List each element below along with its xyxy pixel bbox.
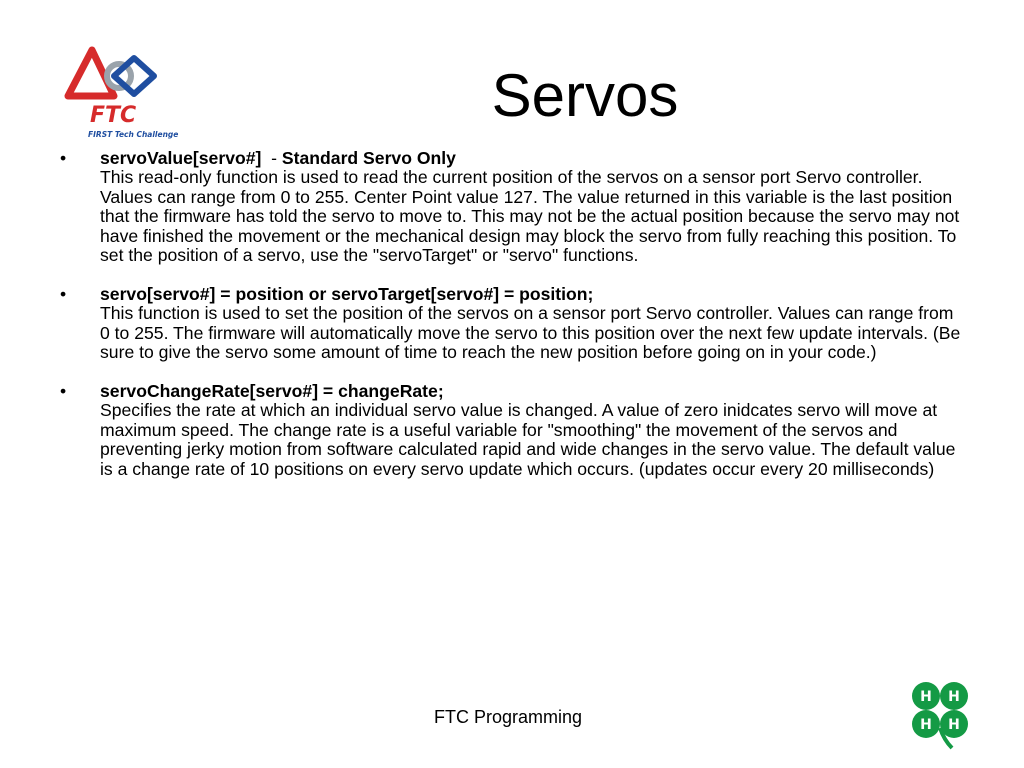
clover-leaf-letter: H xyxy=(920,717,932,733)
footer-text: FTC Programming xyxy=(433,707,583,727)
ftc-logo-tagline: FIRST Tech Challenge xyxy=(88,130,179,139)
list-item xyxy=(56,285,961,363)
clover-leaf-letter: H xyxy=(948,689,960,705)
bullet-icon: • xyxy=(60,148,67,168)
bullet-heading: servo[servo#] = position or servoTarget[servo#] = position; xyxy=(100,283,594,304)
bullet-body: This function is used to set the position of the servos on a sensor port Servo controller. Values can range from 0 to 255. The firmware will automatically move the servo to this position over the next few update intervals. (Be sure to give the servo some amount of time to reach the new position before going on in your code.) xyxy=(100,303,961,363)
bullet-list xyxy=(56,149,961,499)
slide-title: Servos xyxy=(491,62,679,129)
bullet-icon: • xyxy=(60,381,67,402)
clover-leaf-letter: H xyxy=(948,717,960,733)
bullet-body: This read-only function is used to read the current position of the servos on a sensor port Servo controller. Values can range from 0 to 255. Center Point value 127. The value returned in this variable is the last position that the firmware has told the servo to move to. This may not be the actual position because the servo may not have finished the movement or the mechanical design may block the servo from fully reaching this position. To set the position of a servo, use the "servoTarget" or "servo" functions. xyxy=(100,167,960,266)
4h-clover-icon xyxy=(900,672,980,752)
bullet-heading-suffix: Standard Servo Only xyxy=(281,148,456,168)
bullet-body: Specifies the rate at which an individual servo value is changed. A value of zero inidcates servo will move at maximum speed. The change rate is a useful variable for "smoothing" the movement of the servos and preventing jerky motion from software calculated rapid and wide changes in the servo value. The default value is a change rate of 10 positions on every servo update which occurs. (updates occur every 20 milliseconds) xyxy=(100,400,956,479)
bullet-icon: • xyxy=(60,283,67,304)
bullet-heading-separator: - xyxy=(261,148,282,168)
ftc-logo-text: FTC xyxy=(90,103,137,128)
list-item xyxy=(56,382,961,479)
ftc-logo-icon xyxy=(62,38,182,142)
clover-leaf-letter: H xyxy=(920,689,932,705)
bullet-heading-code: servoValue[servo#] xyxy=(100,148,262,168)
bullet-heading: servoChangeRate[servo#] = changeRate; xyxy=(100,381,444,402)
bullet-heading xyxy=(100,149,961,168)
list-item xyxy=(56,149,961,265)
